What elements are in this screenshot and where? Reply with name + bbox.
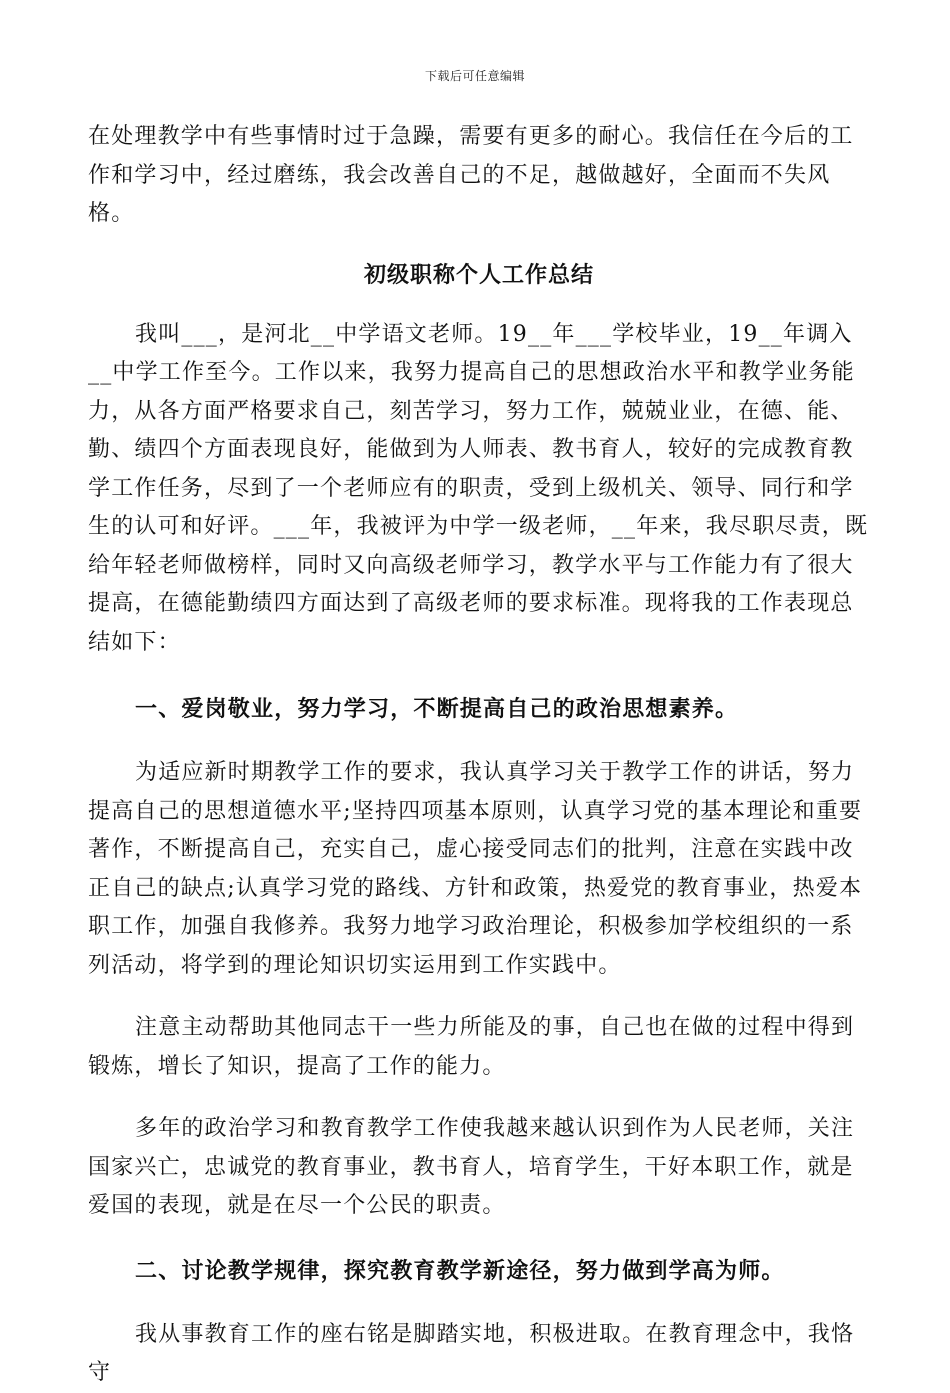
- section-1-paragraph-2: 注意主动帮助其他同志干一些力所能及的事，自己也在做的过程中得到锻炼，增长了知识，提高了工作的能力。: [88, 1015, 855, 1079]
- document-title: 初级职称个人工作总结: [363, 261, 594, 288]
- section-2-heading: 二、讨论教学规律，探究教育教学新途径，努力做到学高为师。: [135, 1257, 785, 1284]
- section-1-paragraph-3: 多年的政治学习和教育教学工作使我越来越认识到作为人民老师，关注国家兴亡，忠诚党的教育事业，教书育人，培育学生，干好本职工作，就是爱国的表现，就是在尽一个公民的职责。: [88, 1116, 855, 1218]
- continuation-paragraph: 在处理教学中有些事情时过于急躁，需要有更多的耐心。我信任在今后的工作和学习中，经过磨练，我会改善自己的不足，越做越好，全面而不失风格。: [88, 124, 854, 226]
- section-1-heading: 一、爱岗敬业，努力学习，不断提高自己的政治思想素养。: [135, 696, 739, 722]
- page-header: 下载后可任意编辑: [424, 69, 525, 83]
- intro-paragraph: 我叫___，是河北__中学语文老师。19__年___学校毕业，19__年调入__中学工作至今。工作以来，我努力提高自己的思想政治水平和教学业务能力，从各方面严格要求自己，刻苦学习，努力工作，兢兢业业，在德、能、勤、绩四个方面表现良好，能做到为人师表、教书育人，较好的完成教育教学工作任务，尽到了一个老师应有的职责，受到上级机关、领导、同行和学生的认可和好评。___年，我被评为中学一级老师，__年来，我尽职尽责，既给年轻老师做榜样，同时又向高级老师学习，教学水平与工作能力有了很大提高，在德能勤绩四方面达到了高级老师的要求标准。现将我的工作表现总结如下：: [88, 321, 869, 655]
- document-body: [88, 118, 870, 1393]
- section-1-paragraph-1: 为适应新时期教学工作的要求，我认真学习关于教学工作的讲话，努力提高自己的思想道德水平;坚持四项基本原则，认真学习党的基本理论和重要著作，不断提高自己，充实自己，虚心接受同志们的批判，注意在实践中改正自己的缺点;认真学习党的路线、方针和政策，热爱党的教育事业，热爱本职工作，加强自我修养。我努力地学习政治理论，积极参加学校组织的一系列活动，将学到的理论知识切实运用到工作实践中。: [88, 760, 863, 978]
- section-2-paragraph-1: 我从事教育工作的座右铭是脚踏实地，积极进取。在教育理念中，我恪守: [88, 1321, 855, 1385]
